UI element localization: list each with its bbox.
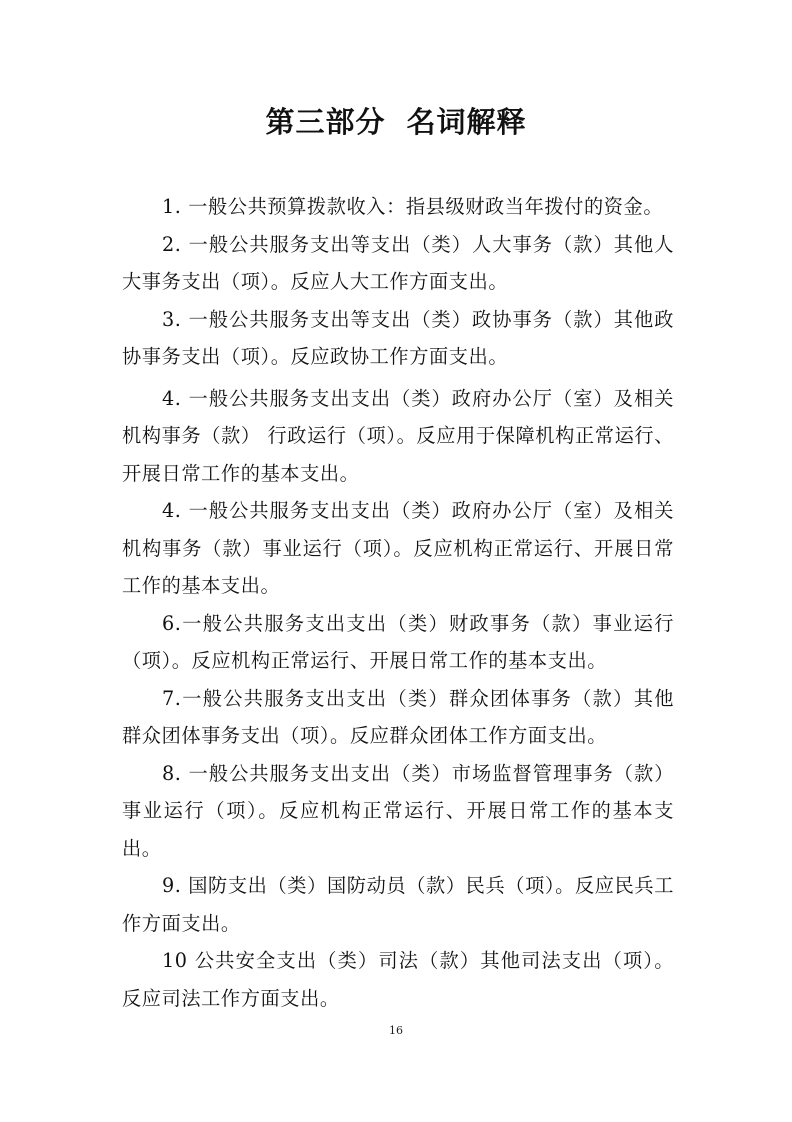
glossary-item-8: 8. 一般公共服务支出支出（类）市场监督管理事务（款）事业运行（项）。反应机构正常运行、开展日常工作的基本支出。: [122, 761, 674, 860]
glossary-item-6: 6.一般公共服务支出支出（类）财政事务（款）事业运行（项）。反应机构正常运行、开展日常工作的基本支出。: [122, 611, 674, 672]
glossary-item-9: 9. 国防支出（类）国防动员（款）民兵（项）。反应民兵工作方面支出。: [122, 874, 674, 935]
glossary-item-4b: 4. 一般公共服务支出支出（类）政府办公厅（室）及相关机构事务（款）事业运行（项）。反应机构正常运行、开展日常工作的基本支出。: [122, 499, 674, 597]
glossary-item-4a: 4. 一般公共服务支出支出（类）政府办公厅（室）及相关机构事务（款） 行政运行（项）。反应用于保障机构正常运行、开展日常工作的基本支出。: [122, 386, 674, 485]
glossary-item-7: 7.一般公共服务支出支出（类）群众团体事务（款）其他群众团体事务支出（项）。反应群众团体工作方面支出。: [122, 686, 674, 747]
glossary-body: [122, 188, 674, 1017]
page-title: 第三部分 名词解释: [265, 105, 527, 139]
glossary-item-3: 3. 一般公共服务支出等支出（类）政协事务（款）其他政协事务支出（项）。反应政协工作方面支出。: [122, 307, 674, 368]
glossary-item-1: 1. 一般公共预算拨款收入：指县级财政当年拨付的资金。: [162, 195, 664, 218]
glossary-item-10: 10 公共安全支出（类）司法（款）其他司法支出（项）。反应司法工作方面支出。: [122, 949, 674, 1010]
glossary-item-2: 2. 一般公共服务支出等支出（类）人大事务（款）其他人大事务支出（项）。反应人大工作方面支出。: [122, 232, 674, 293]
page-number: 16: [389, 1024, 403, 1037]
